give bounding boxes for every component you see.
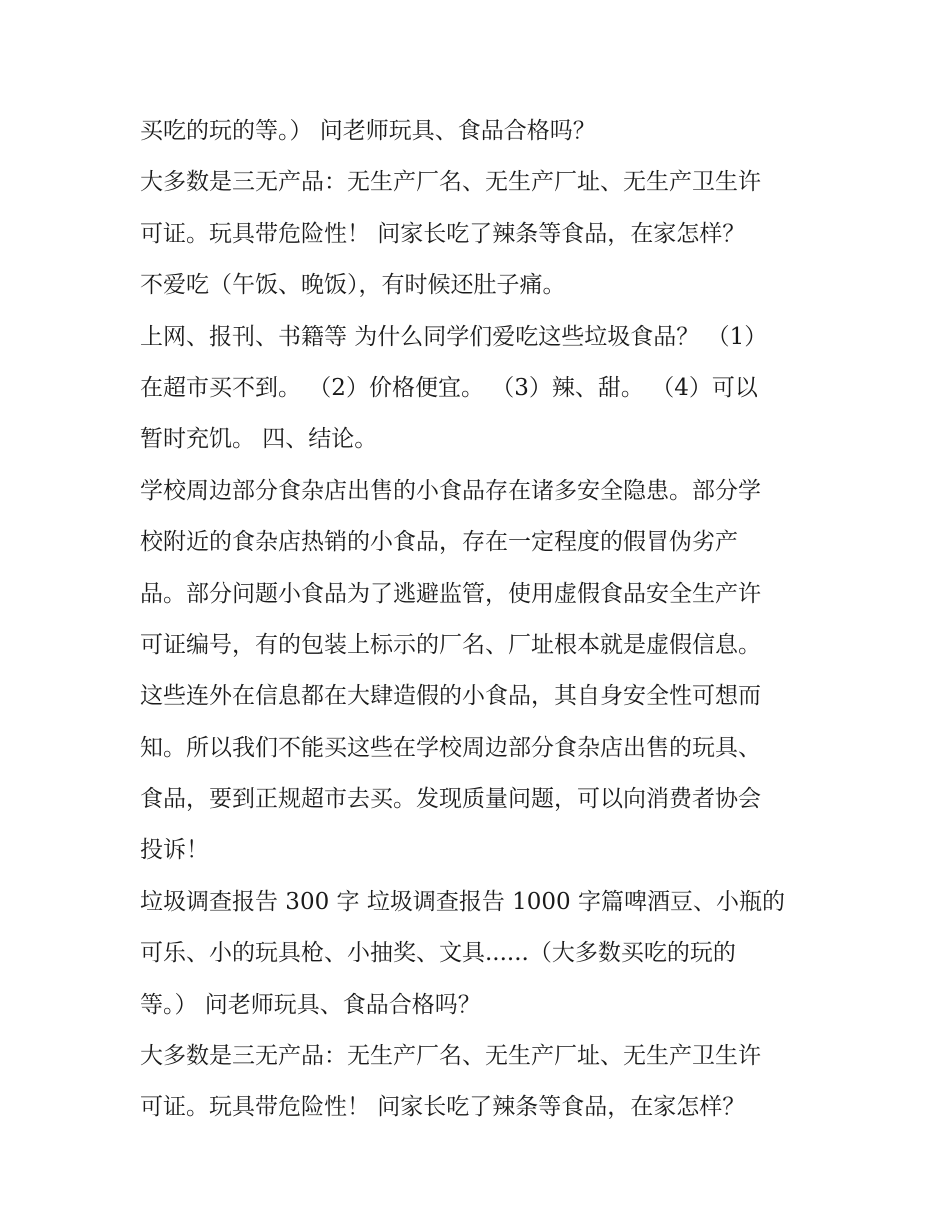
document-body <box>140 106 820 1134</box>
text-line: 暂时充饥。 四、结论。 <box>140 426 378 453</box>
text-line: 校附近的食杂店热销的小食品，存在一定程度的假冒伪劣产 <box>140 529 738 556</box>
text-line: 学校周边部分食杂店出售的小食品存在诸多安全隐患。部分学 <box>140 477 761 504</box>
text-line: 买吃的玩的等。） 问老师玩具、食品合格吗？ <box>140 118 596 144</box>
text-line: 等。） 问老师玩具、食品合格吗？ <box>140 991 481 1018</box>
text-line: 这些连外在信息都在大肆造假的小食品，其自身安全性可想而 <box>140 683 761 710</box>
text-line: 垃圾调查报告 300 字 垃圾调查报告 1000 字篇啤酒豆、小瓶的 <box>140 888 785 915</box>
text-line: 品。部分问题小食品为了逃避监管，使用虚假食品安全生产许 <box>140 580 761 607</box>
text-line: 投诉！ <box>140 837 209 864</box>
text-line: 可证。玩具带危险性！ 问家长吃了辣条等食品，在家怎样？ <box>140 220 746 247</box>
text-line: 可乐、小的玩具枪、小抽奖、文具......（大多数买吃的玩的 <box>140 940 736 967</box>
text-line: 可证编号，有的包装上标示的厂名、厂址根本就是虚假信息。 <box>140 631 761 658</box>
text-line: 知。所以我们不能买这些在学校周边部分食杂店出售的玩具、 <box>140 734 761 761</box>
text-line: 上网、报刊、书籍等 为什么同学们爱吃这些垃圾食品？ （1） <box>140 323 768 350</box>
text-line: 大多数是三无产品：无生产厂名、无生产厂址、无生产卫生许 <box>140 1043 761 1070</box>
text-line: 大多数是三无产品：无生产厂名、无生产厂址、无生产卫生许 <box>140 169 761 196</box>
text-line: 在超市买不到。 （2）价格便宜。 （3）辣、甜。 （4）可以 <box>140 374 758 401</box>
text-line: 食品，要到正规超市去买。发现质量问题，可以向消费者协会 <box>140 786 761 813</box>
text-line: 不爱吃（午饭、晚饭），有时候还肚子痛。 <box>140 272 566 299</box>
text-line: 可证。玩具带危险性！ 问家长吃了辣条等食品，在家怎样？ <box>140 1094 746 1121</box>
